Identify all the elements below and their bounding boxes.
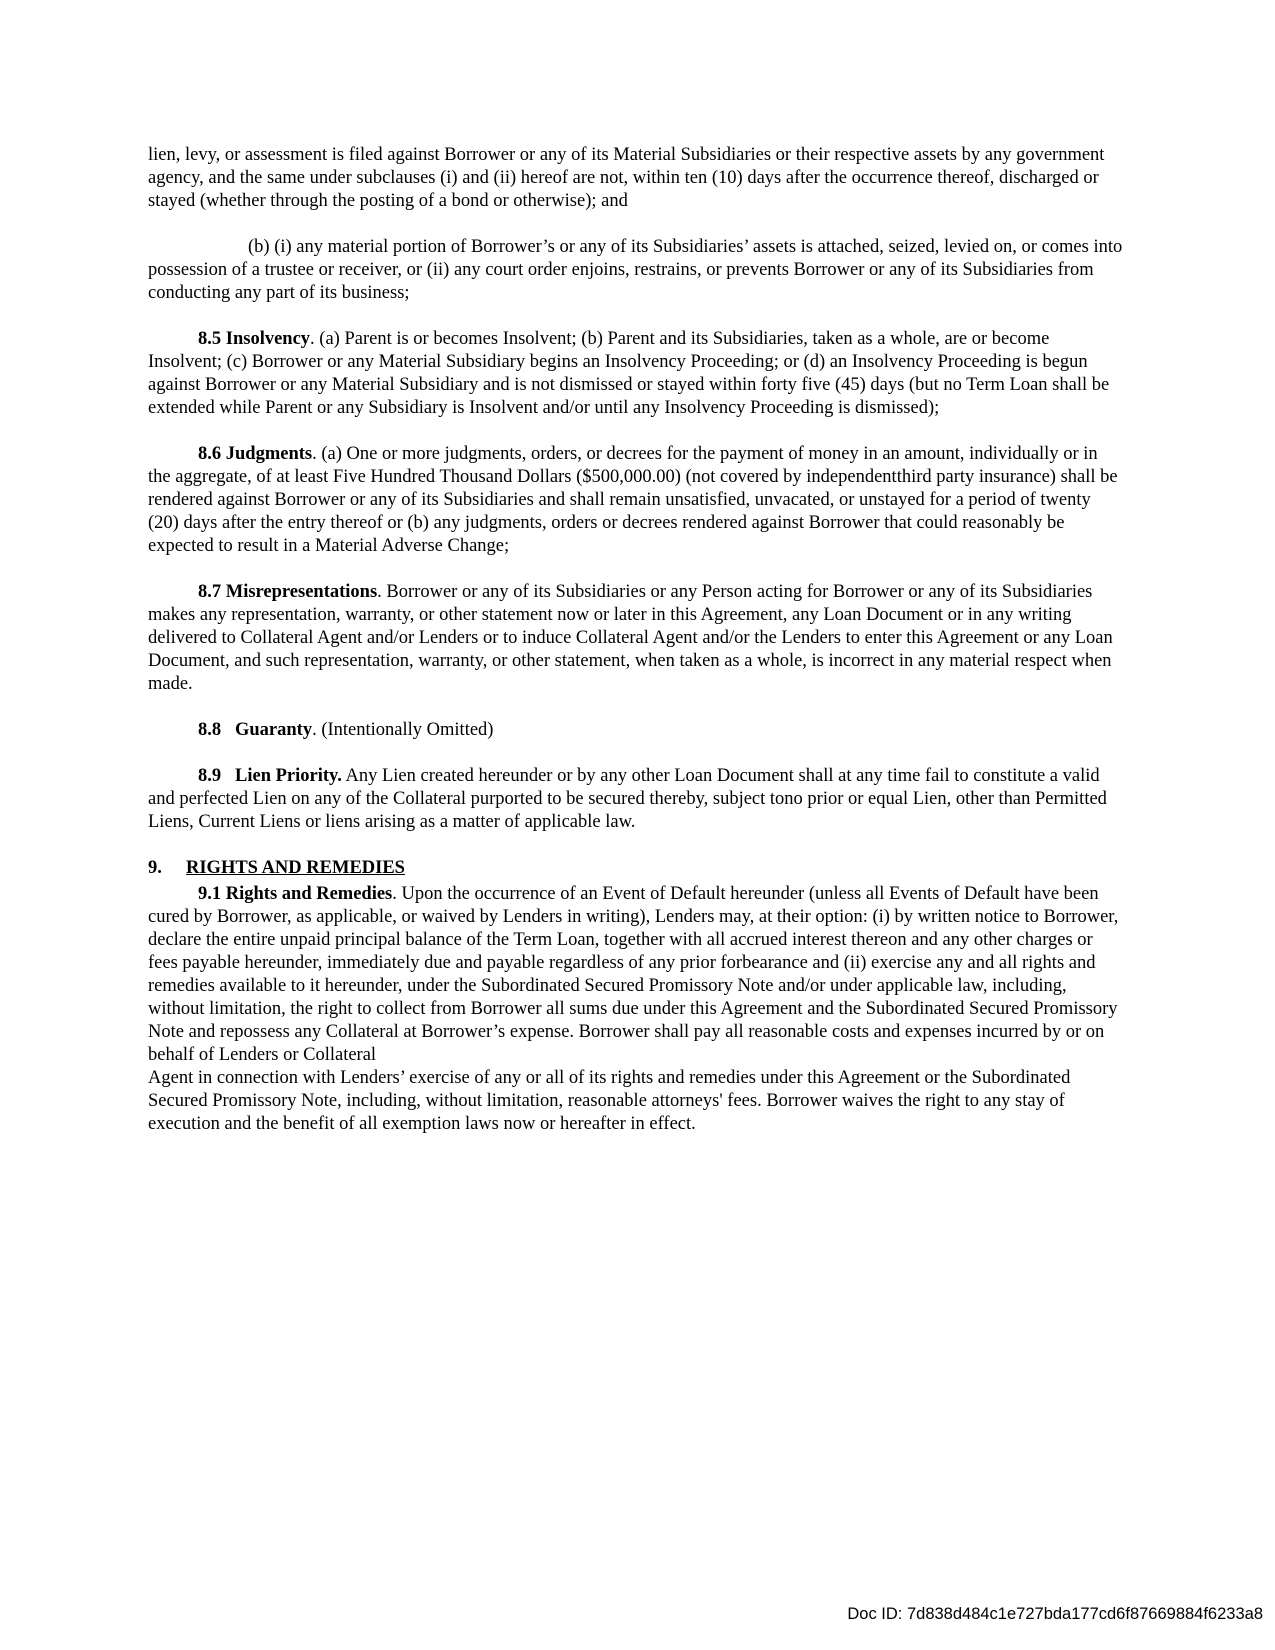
section-9-1-label: 9.1 Rights and Remedies (198, 884, 393, 904)
section-8-5-label: 8.5 Insolvency (198, 329, 311, 349)
paragraph-continuation: lien, levy, or assessment is filed against Borrower or any of its Material Subsidiaries or their respective assets by any government agency, and the same under subclauses (i) and (ii) hereof are not, within ten (10) days after the occurrence thereof, discharged or stayed (whether through the posting of a bond or otherwise); and (148, 145, 1105, 211)
section-9-title: RIGHTS AND REMEDIES (186, 858, 405, 878)
section-8-8-text: . (Intentionally Omitted) (312, 720, 494, 740)
section-8-6 (148, 443, 1123, 558)
section-8-8 (148, 719, 1123, 742)
section-8-8-label: 8.8 Guaranty (198, 720, 313, 740)
section-8-7-text: . Borrower or any of its Subsidiaries or any Person acting for Borrower or any of its Subsidiaries makes any representation, warranty, or other statement now or later in this Agreement, any Loan Document or in any writing delivered to Collateral Agent and/or Lenders or to induce Collateral Agent and/or the Lenders to enter this Agreement or any Loan Document, and such representation, warranty, or other statement, when taken as a whole, is incorrect in any material respect when made. (148, 582, 1113, 694)
paragraph-8-4-b: (b) (i) any material portion of Borrower’s or any of its Subsidiaries’ assets is attached, seized, levied on, or comes into possession of a trustee or receiver, or (ii) any court order enjoins, restrains, or prevents Borrower or any of its Subsidiaries from conducting any part of its business; (148, 237, 1123, 303)
section-8-5 (148, 328, 1123, 420)
section-8-9 (148, 765, 1123, 834)
section-9-number: 9. (148, 858, 162, 878)
section-8-6-text: . (a) One or more judgments, orders, or decrees for the payment of money in an amount, individually or in the aggregate, of at least Five Hundred Thousand Dollars ($500,000.00) (not covered by independentthird party insurance) shall be rendered against Borrower or any of its Subsidiaries and shall remain unsatisfied, unvacated, or unstayed for a period of twenty (20) days after the entry thereof or (b) any judgments, orders or decrees rendered against Borrower that could reasonably be expected to result in a Material Adverse Change; (148, 444, 1118, 556)
section-8-9-label: 8.9 Lien Priority. (198, 766, 342, 786)
section-9-1-continuation: Agent in connection with Lenders’ exercise of any or all of its rights and remedies under this Agreement or the Subordinated Secured Promissory Note, including, without limitation, reasonable attorneys' fees. Borrower waives the right to any stay of execution and the benefit of all exemption laws now or hereafter in effect. (148, 1068, 1071, 1134)
doc-id-footer: Doc ID: 7d838d484c1e727bda177cd6f87669884f6233a8 (847, 1605, 1263, 1623)
section-8-7 (148, 581, 1123, 696)
document-page (148, 144, 1123, 1159)
section-9-1 (148, 883, 1123, 1067)
section-8-9-text: Any Lien created hereunder or by any other Loan Document shall at any time fail to constitute a valid and perfected Lien on any of the Collateral purported to be secured thereby, subject tono prior or equal Lien, other than Permitted Liens, Current Liens or liens arising as a matter of applicable law. (148, 766, 1112, 832)
section-8-5-text: . (a) Parent is or becomes Insolvent; (b) Parent and its Subsidiaries, taken as a whole, are or become Insolvent; (c) Borrower or any Material Subsidiary begins an Insolvency Proceeding; or (d) an Insolvency Proceeding is begun against Borrower or any Material Subsidiary and is not dismissed or stayed within forty five (45) days (but no Term Loan shall be extended while Parent or any Subsidiary is Insolvent and/or until any Insolvency Proceeding is dismissed); (148, 329, 1110, 418)
section-8-7-label: 8.7 Misrepresentations (198, 582, 378, 602)
section-8-6-label: 8.6 Judgments (198, 444, 313, 464)
section-9-heading (148, 857, 1123, 880)
section-9-1-text: . Upon the occurrence of an Event of Default hereunder (unless all Events of Default have been cured by Borrower, as applicable, or waived by Lenders in writing), Lenders may, at their option: (i) by written notice to Borrower, declare the entire unpaid principal balance of the Term Loan, together with all accrued interest thereon and any other charges or fees payable hereunder, immediately due and payable regardless of any prior forbearance and (ii) exercise any and all rights and remedies available to it hereunder, under the Subordinated Secured Promissory Note and/or under applicable law, including, without limitation, the right to collect from Borrower all sums due under this Agreement and the Subordinated Secured Promissory Note and repossess any Collateral at Borrower’s expense. Borrower shall pay all reasonable costs and expenses incurred by or on behalf of Lenders or Collateral (148, 884, 1119, 1065)
